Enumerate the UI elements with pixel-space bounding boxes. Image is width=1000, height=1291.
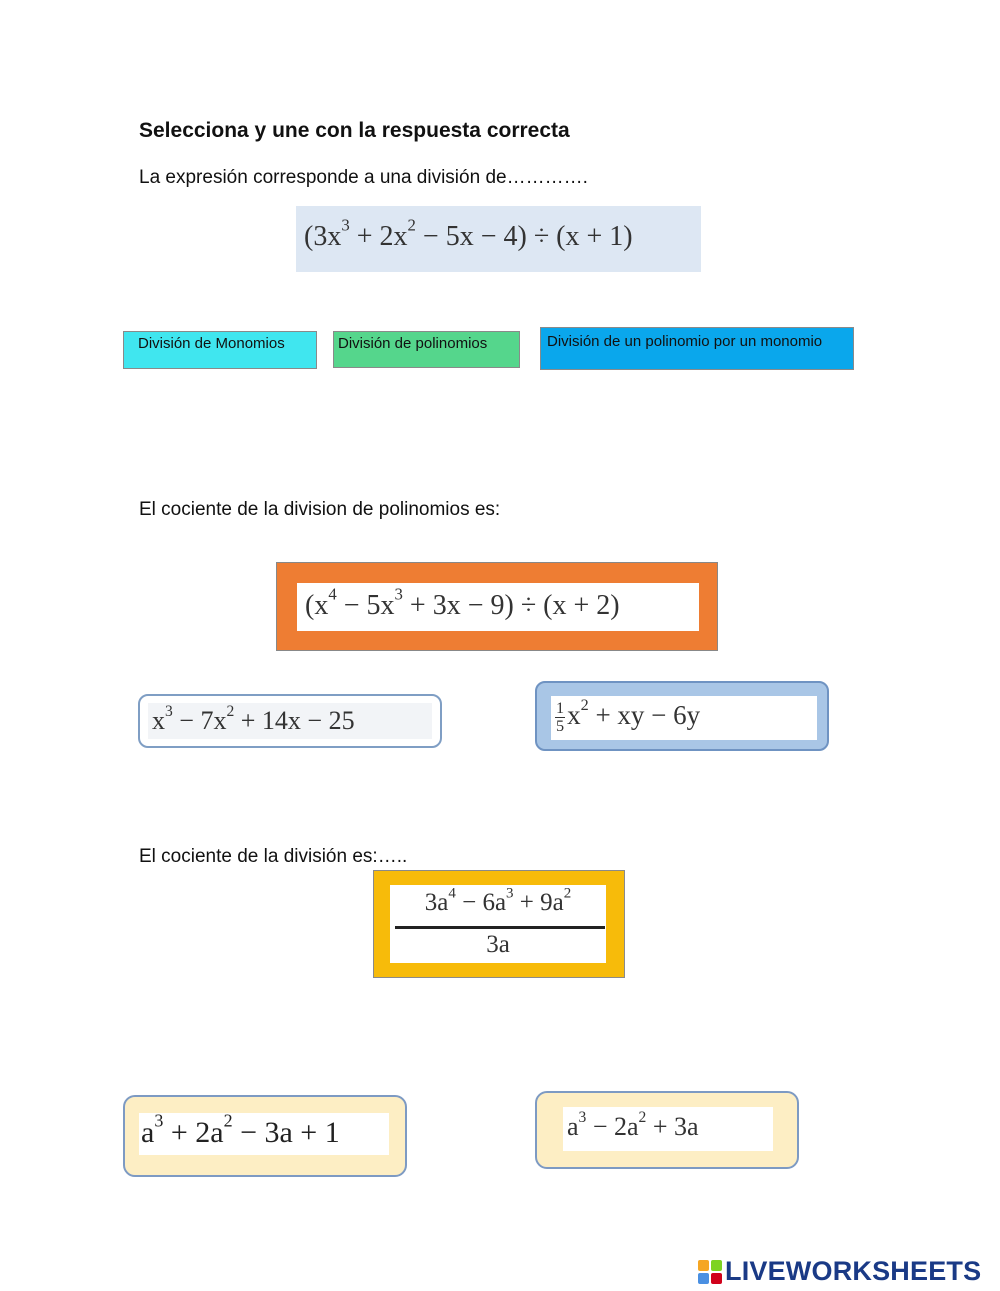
answer-a-math-box: [148, 703, 432, 739]
question-2-expression-frame: [276, 562, 718, 651]
option-division-polinomio-monomio[interactable]: División de un polinomio por un monomio: [540, 327, 854, 370]
liveworksheets-logo: [698, 1258, 994, 1286]
question-3-denominator: 3a: [486, 931, 510, 958]
liveworksheets-logo-icon: [698, 1260, 722, 1284]
answer-a-expression: $x^3 - 7x^2 + 14x - 25$: [152, 702, 355, 735]
question-3-fraction-box: [390, 885, 606, 963]
question-1-expression: $(3x^3 + 2x^2 - 5x - 4) \div (x + 1)$: [304, 215, 633, 252]
question-1-expression-box: [296, 206, 701, 272]
liveworksheets-logo-text: LIVEWORKSHEETS: [725, 1256, 982, 1286]
question-2-prompt: El cociente de la division de polinomios es:: [139, 499, 501, 520]
question-1-prompt: La expresión corresponde a una división de………….: [139, 167, 588, 188]
option-division-monomios[interactable]: División de Monomios: [123, 331, 317, 369]
question-3-expression-frame: [373, 870, 625, 978]
fraction-bar: [395, 926, 605, 929]
option-division-polinomios[interactable]: División de polinomios: [333, 331, 520, 368]
question-2-expression: $(x^4 - 5x^3 + 3x - 9) \div (x + 2)$: [305, 584, 620, 621]
question-2-answer-b[interactable]: [535, 681, 829, 751]
question-3-answer-a[interactable]: [123, 1095, 407, 1177]
answer-a3-expression: $a^3 + 2a^2 - 3a + 1$: [141, 1110, 340, 1149]
answer-b-expression: $\frac{1}{5}$ $x^2$ + xy − 6y: [556, 696, 701, 736]
answer-b-fraction: $\frac{1}{5}$: [556, 699, 565, 736]
question-3-numerator: $3a^4 - 6a^3 + 9a^2$: [424, 885, 572, 916]
worksheet-title: Selecciona y une con la respuesta correcta: [139, 119, 570, 142]
answer-b3-expression: $a^3 - 2a^2 + 3a$: [567, 1108, 699, 1141]
question-3-prompt: El cociente de la división es:…..: [139, 846, 408, 867]
question-2-expression-box: [297, 583, 699, 631]
question-2-answer-a[interactable]: [138, 694, 442, 748]
answer-a3-math-box: [139, 1110, 389, 1155]
question-3-answer-b[interactable]: [535, 1091, 799, 1169]
answer-b3-math-box: [563, 1107, 773, 1151]
answer-b-math-box: [551, 696, 817, 740]
